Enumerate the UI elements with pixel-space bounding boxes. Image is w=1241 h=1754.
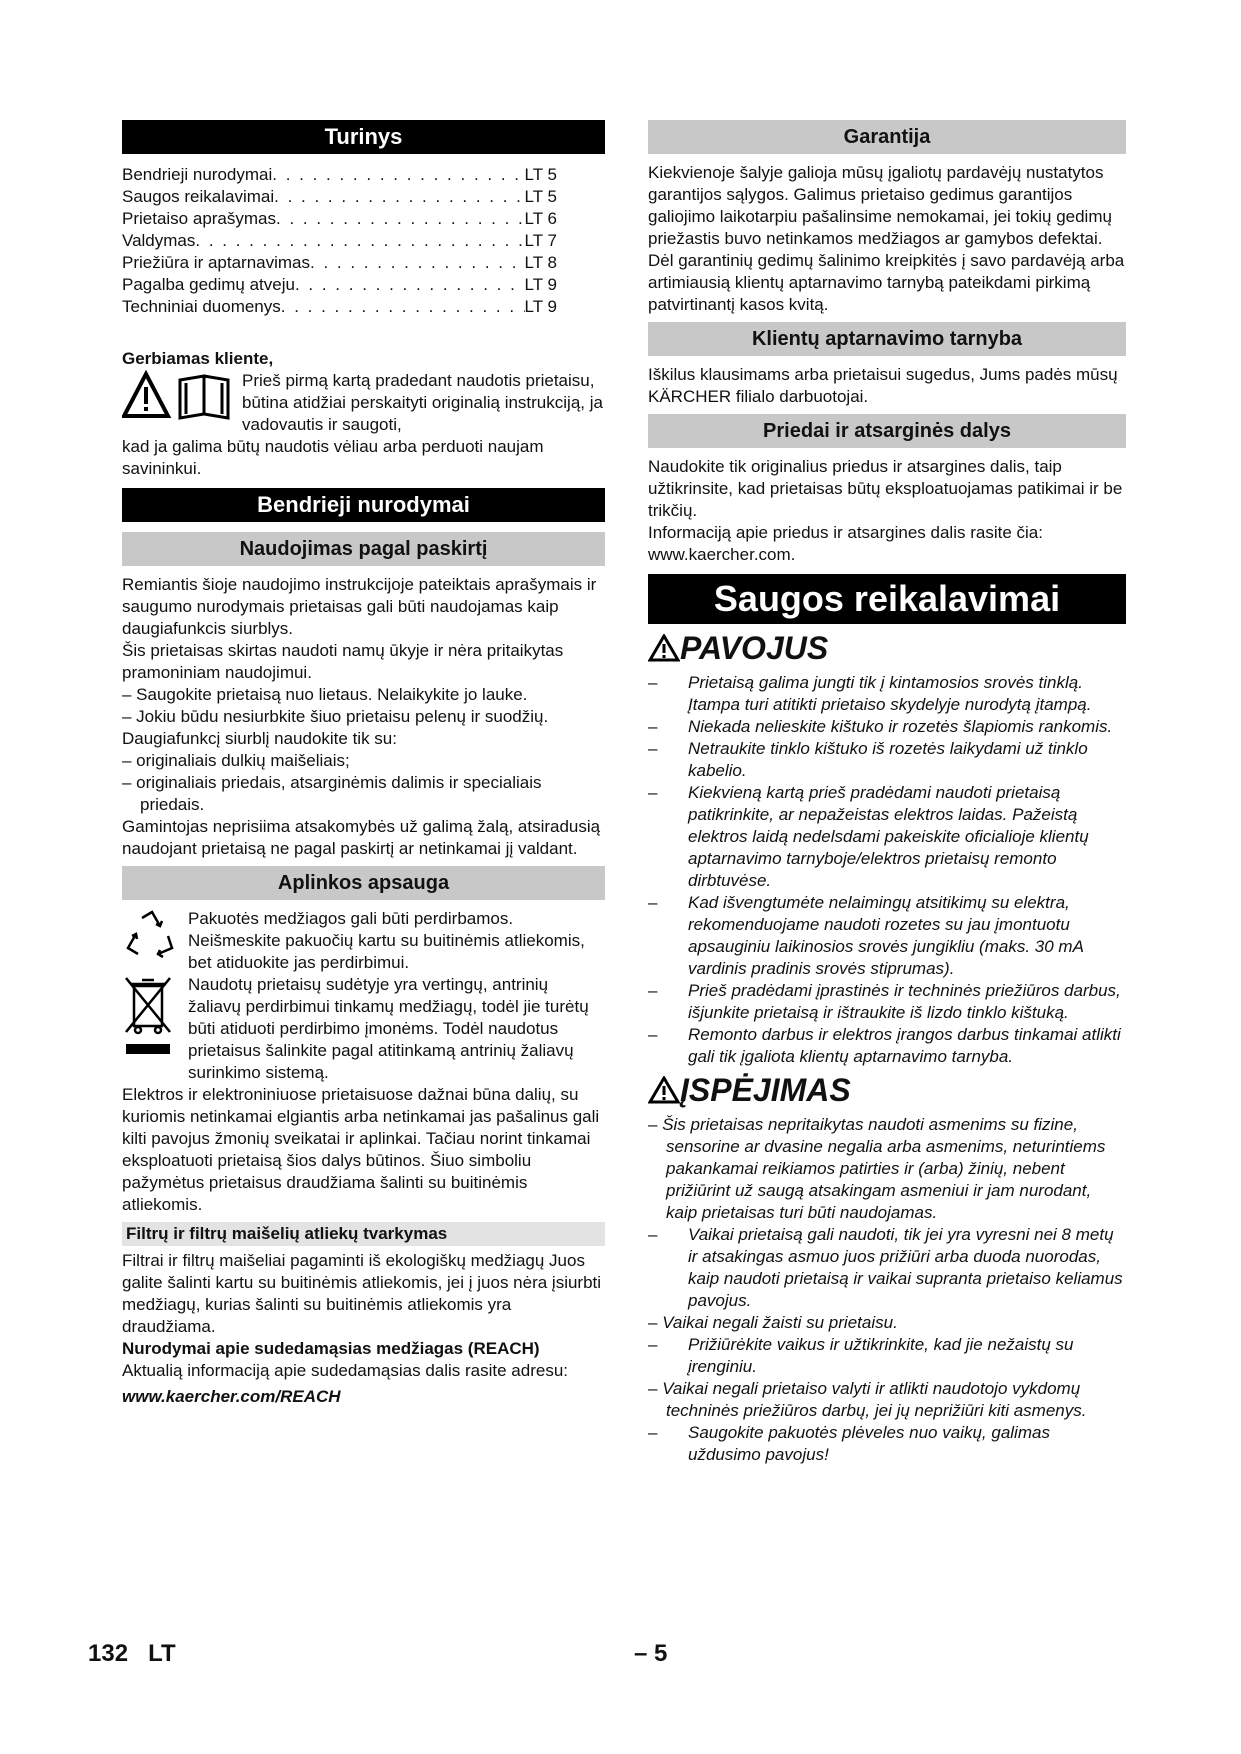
filters-text: Filtrai ir filtrų maišeliai pagaminti iš ekologiškų medžiagų Juos galite šalinti kartu su buitinėmis atliekomis, jei į juos nėra įsiurbti medžiagų, kurias šalinti su buitinėmis atliekomis yra draudžiama. (122, 1251, 602, 1336)
filters-heading: Filtrų ir filtrų maišelių atliekų tvarkymas (122, 1222, 605, 1246)
toc-heading: Turinys (122, 120, 605, 154)
safety-heading: Saugos reikalavimai (648, 574, 1126, 624)
local-page-number: – 5 (634, 1640, 668, 1667)
env-heading: Aplinkos apsauga (122, 866, 605, 900)
toc-list (122, 164, 605, 318)
accessories-text: Informaciją apie priedus ir atsargines dalis rasite čia: www.kaercher.com. (648, 523, 1043, 564)
warning-heading: ĮSPĖJIMAS (648, 1070, 1126, 1110)
toc-row[interactable]: Saugos reikalavimai . . . LT 5 (122, 186, 557, 208)
env-text: Pakuotės medžiagos gali būti perdirbamos. Neišmeskite pakuočių kartu su buitinėmis atliekomis, bet atiduokite jas perdirbimui. (188, 909, 585, 972)
warning-triangle-icon (648, 1076, 680, 1104)
reach-text: Aktualią informaciją apie sudedamąsias dalis rasite adresu: (122, 1361, 569, 1380)
warning-item: – Saugokite pakuotės plėveles nuo vaikų, galimas uždusimo pavojus! (648, 1423, 1050, 1464)
warning-triangle-icon (648, 634, 680, 662)
warranty-heading: Garantija (648, 120, 1126, 154)
warning-item: – Vaikai negali žaisti su prietaisu. (648, 1313, 898, 1332)
usage-dash-item: – Jokiu būdu nesiurbkite šiuo prietaisu pelenų ir suodžių. (122, 707, 549, 726)
usage-paragraph: Remiantis šioje naudojimo instrukcijoje pateiktais aprašymais ir saugumo nurodymais prietaisas gali būti naudojamas kaip daugiafunkcis siurblys. (122, 575, 597, 638)
toc-row[interactable]: Bendrieji nurodymai . . . LT 5 (122, 164, 557, 186)
env-recycle-block (122, 908, 605, 974)
service-heading: Klientų aptarnavimo tarnyba (648, 322, 1126, 356)
accessories-text: Naudokite tik originalius priedus ir atsargines dalis, taip užtikrinsite, kad prietaisas būtų eksploatuojamas patikimai ir be trikčių. (648, 457, 1123, 520)
danger-item: – Prietaisą galima jungti tik į kintamosios srovės tinklą. Įtampa turi atitikti prietaiso skydelyje nurodytą įtampą. (648, 673, 1092, 714)
usage-dash-item: – originaliais dulkių maišeliais; (122, 751, 350, 770)
danger-item: – Niekada nelieskite kištuko ir rozetės šlapiomis rankomis. (648, 717, 1113, 736)
toc-row[interactable]: Prietaiso aprašymas . . . LT 6 (122, 208, 557, 230)
usage-dash-item: – originaliais priedais, atsarginėmis dalimis ir specialiais priedais. (122, 773, 542, 814)
danger-item: – Prieš pradėdami įprastinės ir techninės priežiūros darbus, išjunkite prietaisą ir ištraukite iš lizdo tinklo kištuką. (648, 981, 1121, 1022)
usage-dash-item: – Saugokite prietaisą nuo lietaus. Nelaikykite jo lauke. (122, 685, 528, 704)
general-heading: Bendrieji nurodymai (122, 488, 605, 522)
env-weee-block (122, 974, 605, 1084)
danger-heading: PAVOJUS (648, 628, 1126, 668)
left-column (122, 120, 605, 1408)
right-column (648, 120, 1126, 1466)
crossed-bin-icon (122, 974, 188, 1084)
usage-heading: Naudojimas pagal paskirtį (122, 532, 605, 566)
usage-paragraph: Daugiafunkcį siurblį naudokite tik su: (122, 729, 397, 748)
service-text: Iškilus klausimams arba prietaisui sugedus, Jums padės mūsų KÄRCHER filialo darbuotojai. (648, 365, 1118, 406)
env-text: Elektros ir elektroniniuose prietaisuose dažnai būna dalių, su kuriomis netinkamai elgiantis arba netinkamai jas pašalinus gali kilti pavojus žmonių sveikatai ir aplinkai. Tačiau norint tinkamai eksploatuoti prietaisą šios dalys būtinos. Šiuo simboliu pažymėtus prietaisus draudžiama šalinti su buitinėmis atliekomis. (122, 1085, 600, 1214)
toc-row[interactable]: Pagalba gedimų atveju . . . LT 9 (122, 274, 557, 296)
danger-item: – Remonto darbus ir elektros įrangos darbus tinkamai atlikti gali tik įgaliota klientų aptarnavimo tarnyba. (648, 1025, 1121, 1066)
intro-block (122, 370, 605, 436)
warranty-text: Kiekvienoje šalyje galioja mūsų įgaliotų pardavėjų nustatytos garantijos sąlygos. Galimus prietaiso gedimus garantijos galiojimo laikotarpiu pašalinsime nemokamai, jei tokių gedimų priežastis buvo netinkamos medžiagos ar gamybos defektai. Dėl garantinių gedimų šalinimo kreipkitės į savo pardavėją arba artimiausią klientų aptarnavimo tarnybą pateikdami pirkimą patvirtinantį kasos kvitą. (648, 163, 1125, 314)
reach-url-link[interactable]: www.kaercher.com/REACH (122, 1387, 341, 1406)
book-icon (180, 376, 228, 418)
recycle-icon (122, 908, 188, 974)
warning-item: – Šis prietaisas nepritaikytas naudoti asmenims su fizine, sensorine ar dvasine negalia arba asmenims, neturintiems pakankamai reikiamos patirties ir (arba) žinių, nebent prižiūrint už saugą atsakingam asmeniui ir jam nurodant, kaip prietaisas turi būti naudojamas. (648, 1115, 1106, 1222)
salutation: Gerbiamas kliente, (122, 349, 274, 368)
warning-list (648, 1114, 1126, 1466)
danger-item: – Kiekvieną kartą prieš pradėdami naudoti prietaisą patikrinkite, ar nepažeistas elektros laidas. Pažeistą elektros laidą nedelsdami pakeiskite oficialioje klientų aptarnavimo tarnyboje/elektros prietaisų remonto dirbtuvėse. (648, 783, 1089, 890)
language-code: LT (148, 1640, 176, 1667)
warning-item: – Vaikai negali prietaiso valyti ir atlikti naudotojo vykdomų techninės priežiūros darbų, jei jų neprižiūri kiti asmenys. (648, 1379, 1087, 1420)
danger-list (648, 672, 1126, 1068)
env-text: Naudotų prietaisų sudėtyje yra vertingų, antrinių žaliavų perdirbimui tinkamų medžiagų, todėl jie turėtų būti atiduoti perdirbimo įmonėms. Todėl naudotus prietaisus šalinkite pagal atitinkamą antrinių žaliavų surinkimo sistemą. (188, 975, 589, 1082)
reach-heading: Nurodymai apie sudedamąsias medžiagas (REACH) (122, 1339, 540, 1358)
danger-item: – Netraukite tinklo kištuko iš rozetės laikydami už tinklo kabelio. (648, 739, 1088, 780)
intro-text-indented: Prieš pirmą kartą pradedant naudotis prietaisu, būtina atidžiai perskaityti originalią instrukciją, ja vadovautis ir saugoti, (242, 371, 603, 434)
danger-item: – Kad išvengtumėte nelaimingų atsitikimų su elektra, rekomenduojame naudoti rozetes su jau įmontuotu apsauginiu laikinosios srovės jungikliu (maks. 30 mA vardinis pradinis srovės stiprumas). (648, 893, 1084, 978)
usage-paragraph: Šis prietaisas skirtas naudoti namų ūkyje ir nėra pritaikytas pramoniniam naudojimui. (122, 641, 564, 682)
toc-row[interactable]: Valdymas . . . LT 7 (122, 230, 557, 252)
warning-manual-icons (122, 370, 242, 434)
toc-row[interactable]: Priežiūra ir aptarnavimas . . . LT 8 (122, 252, 557, 274)
warning-item: – Prižiūrėkite vaikus ir užtikrinkite, kad jie nežaistų su įrenginiu. (648, 1335, 1074, 1376)
page-number: 132 LT (88, 1640, 176, 1667)
accessories-heading: Priedai ir atsarginės dalys (648, 414, 1126, 448)
usage-paragraph: Gamintojas neprisiima atsakomybės už galimą žalą, atsiradusią naudojant prietaisą ne pagal paskirtį ar netinkamai jį valdant. (122, 817, 601, 858)
toc-row[interactable]: Techniniai duomenys . . . LT 9 (122, 296, 557, 318)
intro-text: kad ja galima būtų naudotis vėliau arba perduoti naujam savininkui. (122, 437, 544, 478)
warning-item: – Vaikai prietaisą gali naudoti, tik jei yra vyresni nei 8 metų ir atsakingas asmuo juos prižiūri arba duoda nuorodas, kaip naudoti prietaisą ir vaikai supranta prietaiso keliamus pavojus. (648, 1225, 1123, 1310)
